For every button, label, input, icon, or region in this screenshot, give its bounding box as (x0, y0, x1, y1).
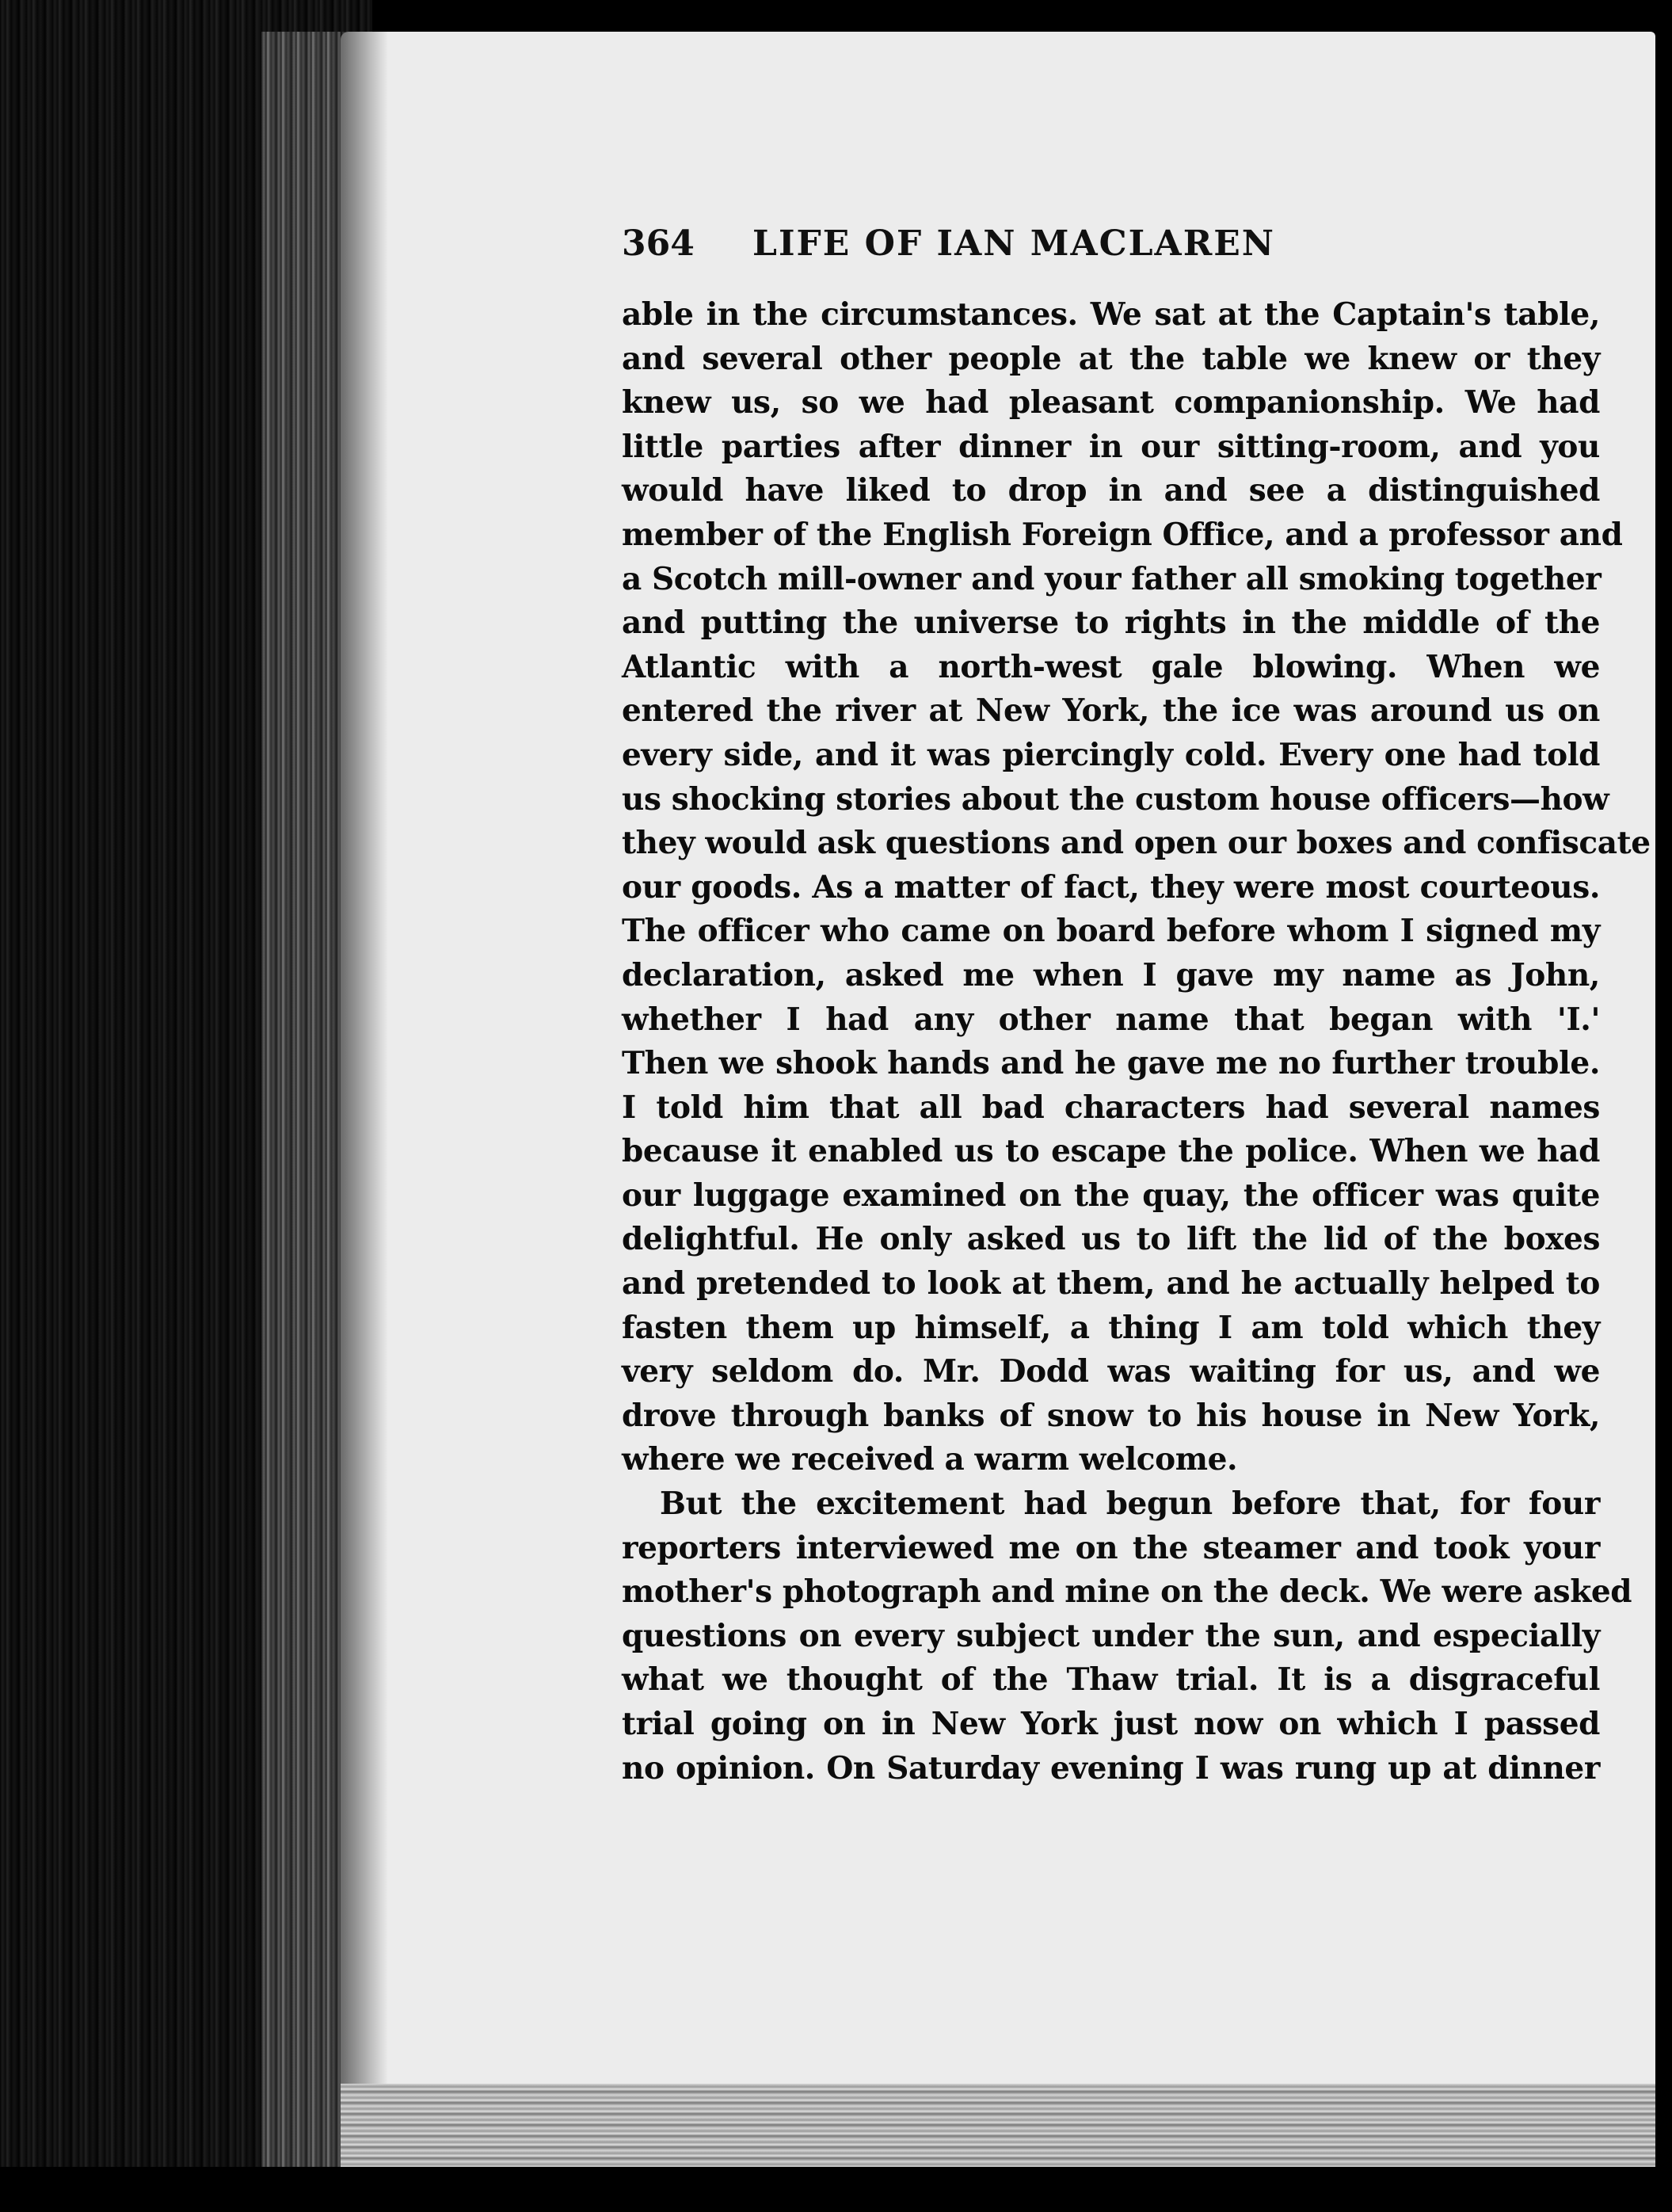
text-line: us shocking stories about the custom house officers—how (622, 780, 1609, 818)
text-line: declaration, asked me when I gave my name as John, (622, 956, 1600, 993)
text-line: what we thought of the Thaw trial. It is a disgraceful (622, 1661, 1600, 1699)
text-line: a Scotch mill-owner and your father all smoking together (622, 560, 1602, 597)
text-line: Then we shook hands and he gave me no further trouble. (622, 1045, 1600, 1082)
text-line: no opinion. On Saturday evening I was rung up at dinner (622, 1749, 1600, 1787)
text-line: entered the river at New York, the ice was around us on (622, 692, 1600, 730)
gutter-shadow (341, 32, 388, 2139)
text-line: and putting the universe to rights in the middle of the (622, 604, 1600, 642)
text-line: drove through banks of snow to his house in New York, (622, 1397, 1600, 1434)
text-line: whether I had any other name that began with 'I.' (622, 1001, 1600, 1038)
text-line: knew us, so we had pleasant companionship. We had (622, 384, 1600, 421)
text-line: our goods. As a matter of fact, they were most courteous. (622, 868, 1600, 906)
text-line: very seldom do. Mr. Dodd was waiting for us, and we (622, 1353, 1600, 1390)
text-line: mother's photograph and mine on the deck. We were asked (622, 1573, 1632, 1611)
bottom-page-edges (341, 2084, 1655, 2171)
text-line: But the excitement had begun before that, for four (660, 1485, 1600, 1523)
text-line: The officer who came on board before whom I signed my (622, 913, 1600, 950)
text-line: little parties after dinner in our sitting-room, and you (622, 428, 1600, 465)
text-line: Atlantic with a north-west gale blowing. When we (622, 648, 1600, 685)
text-line: I told him that all bad characters had several names (622, 1089, 1600, 1126)
running-head: LIFE OF IAN MACLAREN (752, 223, 1276, 264)
text-line: member of the English Foreign Office, and a professor and (622, 516, 1623, 553)
text-line: because it enabled us to escape the police. When we had (622, 1133, 1600, 1170)
text-line: they would ask questions and open our boxes and confiscate (622, 825, 1651, 862)
text-line: reporters interviewed me on the steamer and took your (622, 1529, 1600, 1566)
text-line: delightful. He only asked us to lift the lid of the boxes (622, 1221, 1600, 1258)
page-number: 364 (622, 223, 695, 264)
text-line: our luggage examined on the quay, the officer was quite (622, 1177, 1600, 1214)
text-line: and several other people at the table we knew or they (622, 340, 1600, 377)
text-line: would have liked to drop in and see a distinguished (622, 472, 1600, 509)
body-text (622, 293, 1651, 1791)
text-line: and pretended to look at them, and he actually helped to (622, 1265, 1600, 1302)
text-line: where we received a warm welcome. (622, 1441, 1238, 1478)
scan-border (0, 2167, 1672, 2212)
text-line: fasten them up himself, a thing I am told which they (622, 1309, 1600, 1346)
text-line: able in the circumstances. We sat at the Captain's table, (622, 296, 1600, 333)
text-line: every side, and it was piercingly cold. Every one had told (622, 736, 1600, 773)
text-line: questions on every subject under the sun, and especially (622, 1617, 1600, 1654)
text-line: trial going on in New York just now on which I passed (622, 1706, 1600, 1742)
page-header (622, 223, 1592, 271)
